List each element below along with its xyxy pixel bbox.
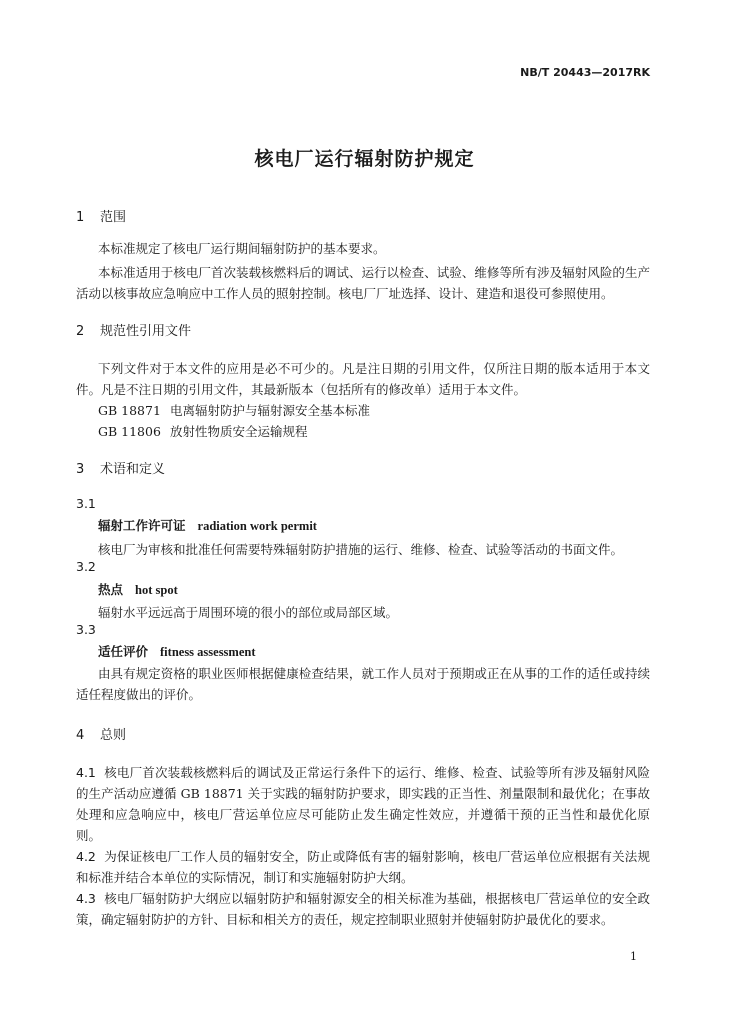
term-number: 3.1 (76, 496, 96, 511)
reference-code: GB 11806 (98, 424, 161, 439)
clause-number: 4.1 (76, 765, 96, 780)
standard-number: NB/T 20443—2017RK (520, 66, 650, 79)
section-title: 范围 (100, 210, 127, 225)
term-zh: 适任评价 (98, 644, 149, 659)
term-definition: 由具有规定资格的职业医师根据健康检查结果，就工作人员对于预期或正在从事的工作的适任或持续适任程度做出的评价。 (76, 666, 650, 702)
paragraph: 下列文件对于本文件的应用是必不可少的。凡是注日期的引用文件，仅所注日期的版本适用于本文件。凡是不注日期的引用文件，其最新版本（包括所有的修改单）适用于本文件。 (76, 361, 650, 397)
clause (76, 888, 650, 930)
page-number: 1 (630, 950, 637, 963)
term-zh: 辐射工作许可证 (98, 518, 186, 533)
section-number: 1 (76, 210, 85, 225)
reference-name: 放射性物质安全运输规程 (170, 424, 308, 439)
section-heading-general (76, 724, 126, 743)
section-title: 规范性引用文件 (100, 324, 192, 339)
term-zh: 热点 (98, 582, 124, 597)
section-number: 4 (76, 728, 85, 743)
clause-text: 核电厂辐射防护大纲应以辐射防护和辐射源安全的相关标准为基础，根据核电厂营运单位的安全政策，确定辐射防护的方针、目标和相关方的责任，规定控制职业照射并使辐射防护最优化的要求。 (76, 891, 650, 927)
term-en: fitness assessment (160, 645, 256, 659)
term-number: 3.3 (76, 622, 96, 637)
reference-item (98, 400, 370, 421)
term-title (98, 642, 256, 660)
clause (76, 762, 650, 846)
clause-text: 核电厂首次装载核燃料后的调试及正常运行条件下的运行、维修、检查、试验等所有涉及辐射风险的生产活动应遵循 GB 18871 关于实践的辐射防护要求，即实践的正当性、剂量限制和最优化；在事故处理和应急响应中，核电厂营运单位应尽可能防止发生确定性效应，并遵循干预的正当性和最优化原则。 (76, 765, 650, 843)
clause-number: 4.2 (76, 849, 96, 864)
clause-number: 4.3 (76, 891, 96, 906)
term-en: radiation work permit (197, 519, 317, 533)
reference-item (98, 421, 308, 442)
reference-name: 电离辐射防护与辐射源安全基本标准 (170, 403, 371, 418)
section-number: 3 (76, 462, 85, 477)
reference-code: GB 18871 (98, 403, 161, 418)
term-definition: 核电厂为审核和批准任何需要特殊辐射防护措施的运行、维修、检查、试验等活动的书面文件。 (98, 542, 624, 557)
section-heading-terms (76, 458, 165, 477)
section-heading-scope (76, 206, 126, 225)
term-number: 3.2 (76, 559, 96, 574)
term-definition: 辐射水平远远高于周围环境的很小的部位或局部区域。 (98, 605, 399, 620)
paragraph: 本标准适用于核电厂首次装载核燃料后的调试、运行以检查、试验、维修等所有涉及辐射风险的生产活动以核事故应急响应中工作人员的照射控制。核电厂厂址选择、设计、建造和退役可参照使用。 (76, 265, 650, 301)
term-title (98, 580, 178, 598)
clause (76, 846, 650, 888)
page-title: 核电厂运行辐射防护规定 (254, 148, 475, 170)
term-title (98, 516, 317, 534)
section-number: 2 (76, 324, 85, 339)
paragraph: 本标准规定了核电厂运行期间辐射防护的基本要求。 (98, 241, 386, 256)
section-heading-normative-references (76, 320, 191, 339)
section-title: 术语和定义 (100, 462, 166, 477)
section-title: 总则 (100, 728, 127, 743)
clause-text: 为保证核电厂工作人员的辐射安全，防止或降低有害的辐射影响，核电厂营运单位应根据有关法规和标准并结合本单位的实际情况，制订和实施辐射防护大纲。 (76, 849, 650, 885)
term-en: hot spot (135, 583, 178, 597)
